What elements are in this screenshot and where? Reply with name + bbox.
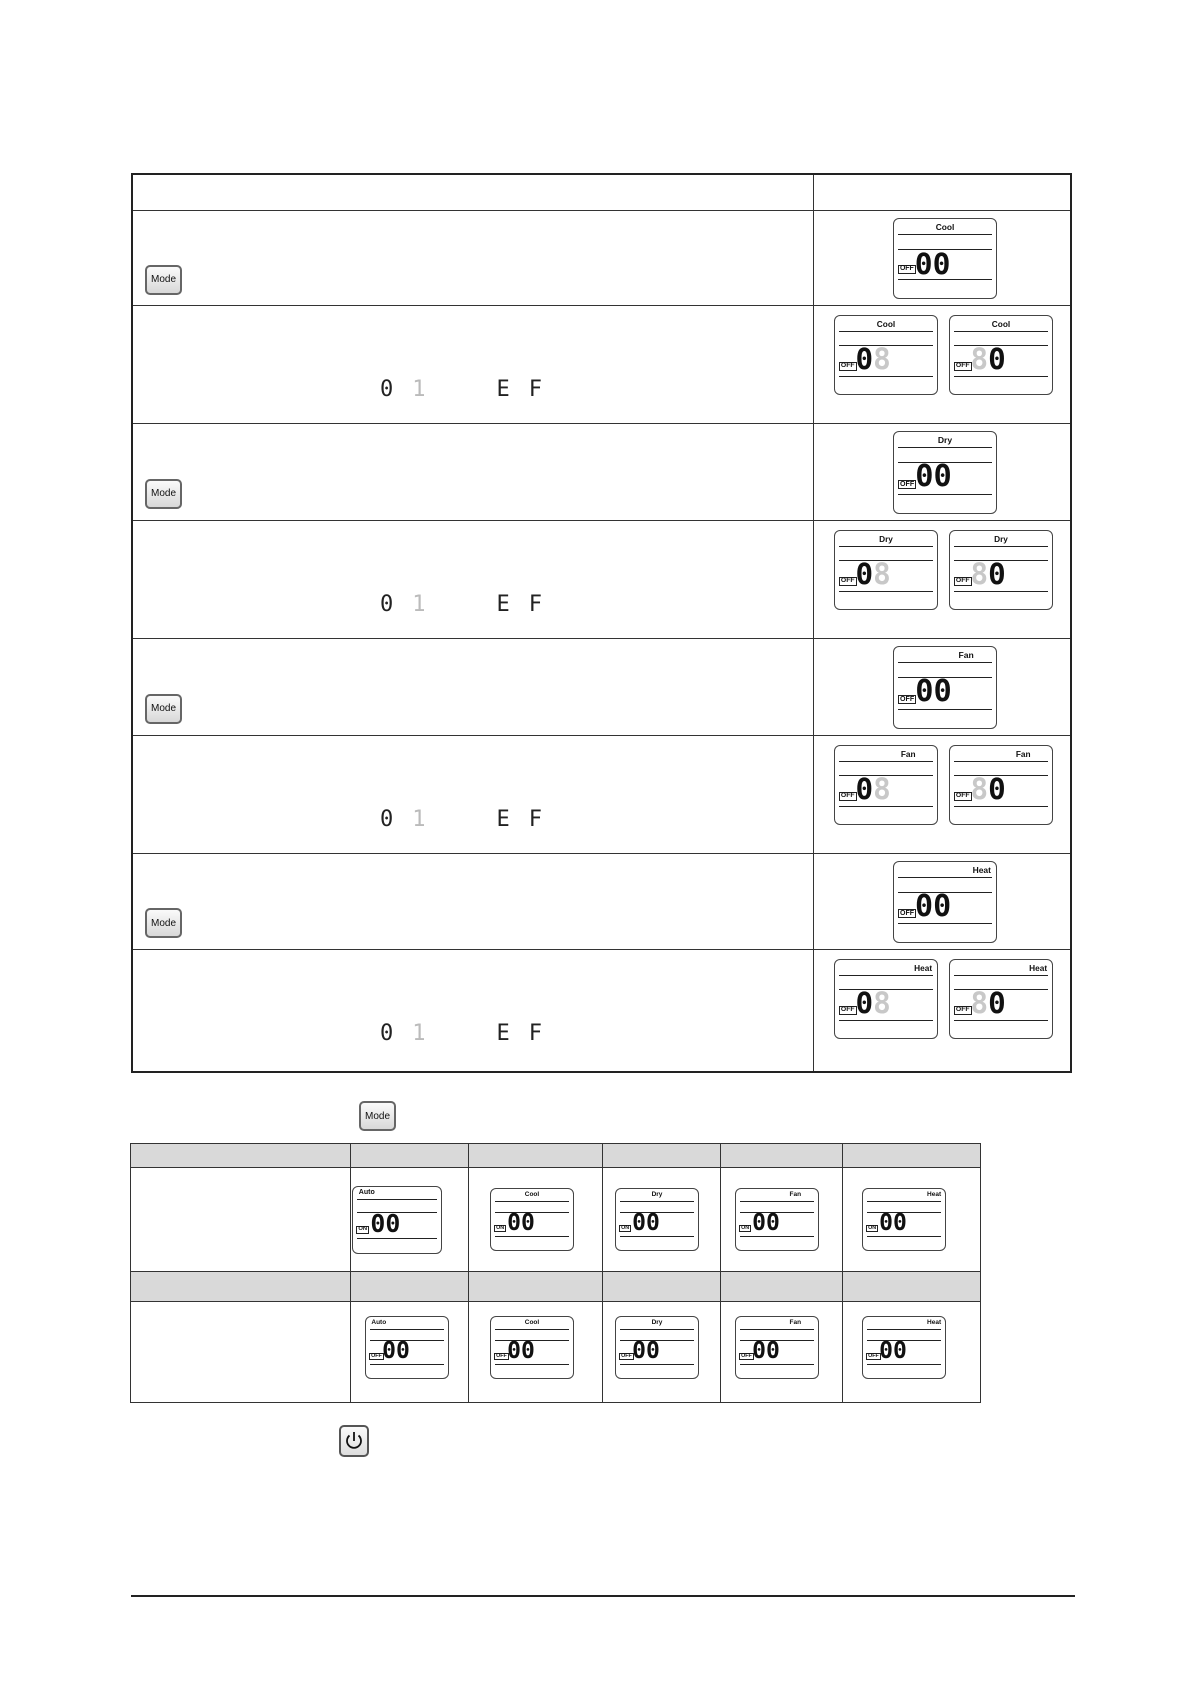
lcd-display: [834, 959, 938, 1039]
lcd-state-badge: OFF: [840, 791, 855, 799]
column-divider: [813, 175, 814, 1071]
lcd-digits: [970, 342, 1006, 377]
lcd-digit: 0: [893, 1210, 907, 1237]
lcd-state-badge: ON: [868, 1225, 877, 1232]
lcd-digits: [370, 1208, 401, 1238]
digit-sequence: [380, 1021, 542, 1046]
lcd-line: [839, 975, 933, 976]
lcd-line: [839, 546, 933, 547]
lcd-display: [615, 1188, 699, 1251]
lcd-digit: 8: [970, 557, 989, 592]
lcd-digit: 0: [752, 1210, 766, 1237]
lcd-line: [740, 1201, 814, 1202]
mode-button[interactable]: Mode: [359, 1101, 396, 1131]
lcd-state-badge: OFF: [899, 265, 914, 273]
lcd-digits: [970, 986, 1006, 1021]
row-divider: [133, 853, 1070, 854]
lcd-digits: [382, 1340, 410, 1363]
lcd-line: [954, 975, 1048, 976]
lcd-mode-label: Dry: [651, 1319, 663, 1327]
row-divider: [133, 735, 1070, 736]
digit-sequence: [380, 807, 542, 832]
lcd-state-badge: OFF: [840, 1005, 855, 1013]
lcd-mode-label: Cool: [935, 221, 955, 232]
lcd-digit: 0: [382, 1338, 396, 1365]
lcd-digits: [507, 1212, 535, 1235]
footer-rule: [131, 1595, 1075, 1597]
lcd-digits: [507, 1340, 535, 1363]
row-divider: [133, 638, 1070, 639]
lcd-display: [490, 1188, 574, 1251]
lcd-digit: 0: [988, 772, 1006, 807]
lcd-digit: 0: [933, 889, 952, 924]
lcd-line: [898, 447, 992, 448]
lcd-digit: 8: [873, 342, 891, 377]
lcd-state-badge: ON: [621, 1225, 630, 1232]
mode-button[interactable]: Mode: [145, 908, 182, 938]
lcd-state-badge: OFF: [496, 1353, 507, 1360]
lcd-digit: 8: [873, 986, 891, 1021]
lcd-mode-label: Cool: [524, 1191, 540, 1199]
lcd-mode-label: Fan: [958, 650, 974, 661]
lcd-line: [620, 1201, 694, 1202]
sequence-digit: 1: [412, 1021, 426, 1046]
sequence-digit: E: [496, 592, 510, 617]
lcd-digit: 0: [915, 674, 934, 710]
lcd-digits: [632, 1212, 660, 1235]
lcd-digits: [855, 772, 891, 807]
lcd-digits: [970, 772, 1006, 807]
lcd-state-badge: OFF: [840, 361, 855, 369]
lcd-digit: 0: [879, 1210, 893, 1237]
lcd-digit: 0: [855, 342, 874, 377]
lcd-state-badge: ON: [496, 1225, 505, 1232]
lcd-digit: 0: [855, 772, 874, 807]
lcd-mode-label: Heat: [927, 1319, 942, 1327]
lcd-display: [949, 959, 1053, 1039]
lcd-mode-label: Auto: [371, 1319, 387, 1327]
lcd-display: [949, 315, 1053, 395]
lcd-digit: 0: [915, 459, 934, 495]
lcd-digit: 0: [632, 1338, 646, 1365]
lcd-display: [862, 1188, 946, 1251]
lcd-line: [867, 1201, 941, 1202]
sequence-digit: 1: [412, 377, 426, 402]
lcd-display: [834, 530, 938, 610]
lcd-line: [954, 761, 1048, 762]
lcd-digits: [915, 889, 952, 924]
lcd-digits: [752, 1212, 780, 1235]
lcd-display: [893, 218, 997, 299]
lcd-digits: [879, 1340, 907, 1363]
lcd-digit: 8: [970, 342, 989, 377]
lcd-state-badge: OFF: [371, 1353, 382, 1360]
mode-button[interactable]: Mode: [145, 265, 182, 295]
digit-sequence: [380, 377, 542, 402]
lcd-digits: [914, 245, 951, 281]
lcd-digit: 0: [646, 1338, 660, 1365]
lcd-mode-label: Fan: [1015, 748, 1031, 759]
lcd-line: [370, 1329, 444, 1330]
lcd-digit: 0: [521, 1210, 535, 1237]
lcd-mode-label: Dry: [937, 435, 953, 446]
lcd-state-badge: OFF: [621, 1353, 632, 1360]
lcd-display: [949, 745, 1053, 825]
lcd-state-badge: OFF: [840, 576, 855, 584]
lcd-state-badge: OFF: [900, 694, 915, 703]
row-divider: [133, 949, 1070, 950]
power-button[interactable]: [339, 1425, 369, 1457]
lcd-state-badge: ON: [358, 1225, 368, 1232]
lcd-mode-label: Fan: [789, 1319, 802, 1327]
lcd-digit: 0: [752, 1338, 766, 1365]
sequence-digit: F: [528, 1021, 542, 1046]
sequence-digit: E: [496, 807, 510, 832]
header-divider: [133, 210, 1070, 211]
sequence-digit: F: [528, 592, 542, 617]
lcd-state-badge: OFF: [741, 1353, 752, 1360]
lcd-line: [839, 761, 933, 762]
lcd-digit: 0: [632, 1210, 646, 1237]
lcd-state-badge: OFF: [955, 791, 970, 799]
lcd-display: [893, 861, 997, 943]
lcd-digit: 0: [915, 889, 934, 924]
lcd-digit: 0: [646, 1210, 660, 1237]
lcd-digit: 0: [766, 1338, 780, 1365]
sequence-digit: E: [496, 377, 510, 402]
row-divider: [133, 423, 1070, 424]
header-row-shade: [130, 1143, 980, 1167]
lcd-mode-label: Fan: [900, 748, 916, 759]
lcd-mode-label: Fan: [789, 1191, 802, 1199]
lcd-digit: 0: [988, 986, 1006, 1021]
lcd-digits: [855, 557, 891, 592]
lcd-line: [898, 234, 992, 235]
header-row-shade: [130, 1271, 980, 1301]
lcd-digit: 0: [932, 245, 951, 281]
lcd-mode-label: Heat: [972, 865, 991, 875]
lcd-digit: 0: [879, 1338, 893, 1365]
lcd-mode-label: Dry: [994, 533, 1008, 544]
lcd-digit: 0: [766, 1210, 780, 1237]
lcd-state-badge: OFF: [900, 910, 914, 917]
lcd-line: [898, 662, 992, 663]
lcd-display: [490, 1316, 574, 1379]
lcd-display: [735, 1316, 819, 1379]
lcd-digit: 0: [855, 986, 874, 1021]
lcd-display: [834, 315, 938, 395]
lcd-digit: 0: [988, 342, 1006, 377]
lcd-line: [495, 1201, 569, 1202]
sequence-digit: 0: [380, 1021, 394, 1046]
lcd-line: [867, 1329, 941, 1330]
lcd-digit: 8: [970, 986, 989, 1021]
lcd-line: [954, 331, 1048, 332]
sequence-digit: E: [496, 1021, 510, 1046]
lcd-mode-label: Heat: [1029, 962, 1048, 973]
lcd-digits: [879, 1212, 907, 1235]
lcd-digits: [632, 1340, 660, 1363]
mode-button[interactable]: Mode: [145, 479, 182, 509]
lcd-display: [893, 646, 997, 729]
sequence-digit: 1: [412, 807, 426, 832]
lcd-mode-label: Dry: [651, 1191, 663, 1199]
lcd-digit: 0: [933, 459, 952, 495]
lcd-display: [834, 745, 938, 825]
lcd-digit: 0: [893, 1338, 907, 1365]
sequence-digit: 0: [380, 592, 394, 617]
lcd-state-badge: ON: [741, 1225, 750, 1232]
lcd-state-badge: OFF: [955, 361, 970, 369]
lcd-digit: 0: [521, 1338, 535, 1365]
lcd-digits: [915, 459, 952, 495]
lcd-mode-label: Cool: [524, 1319, 540, 1327]
lcd-line: [898, 877, 992, 878]
lcd-digit: 0: [914, 245, 933, 281]
lcd-digit: 0: [396, 1338, 410, 1365]
sequence-digit: F: [528, 807, 542, 832]
lcd-mode-label: Dry: [879, 533, 893, 544]
mode-button[interactable]: Mode: [145, 694, 182, 724]
row-divider: [133, 305, 1070, 306]
lcd-line: [954, 546, 1048, 547]
lcd-digit: 0: [988, 557, 1006, 592]
lcd-display: [365, 1316, 449, 1379]
lcd-line: [620, 1329, 694, 1330]
lcd-digit: 0: [933, 674, 952, 710]
sequence-digit: 0: [380, 377, 394, 402]
row-divider: [133, 520, 1070, 521]
lcd-digit: 0: [370, 1208, 386, 1238]
sequence-digit: 0: [380, 807, 394, 832]
lcd-line: [740, 1329, 814, 1330]
power-icon: [341, 1427, 367, 1455]
lcd-digit: 0: [507, 1338, 521, 1365]
lcd-state-badge: OFF: [955, 576, 970, 584]
lcd-digit: 0: [507, 1210, 521, 1237]
digit-sequence: [380, 592, 542, 617]
lcd-mode-label: Heat: [927, 1191, 942, 1199]
lcd-display: [893, 431, 997, 514]
lcd-digit: 8: [873, 772, 891, 807]
lcd-display: [352, 1186, 442, 1254]
lcd-display: [615, 1316, 699, 1379]
lcd-digit: 8: [970, 772, 989, 807]
lcd-mode-label: Auto: [358, 1189, 375, 1197]
sequence-digit: F: [528, 377, 542, 402]
lcd-mode-label: Cool: [876, 318, 896, 329]
lcd-display: [862, 1316, 946, 1379]
lcd-line: [495, 1329, 569, 1330]
lcd-state-badge: OFF: [868, 1353, 879, 1360]
lcd-mode-label: Cool: [991, 318, 1011, 329]
lcd-display: [949, 530, 1053, 610]
lcd-digit: 0: [855, 557, 874, 592]
lcd-line: [839, 331, 933, 332]
lcd-digits: [855, 986, 891, 1021]
lcd-display: [735, 1188, 819, 1251]
lcd-digits: [855, 342, 891, 377]
lcd-digits: [915, 674, 952, 710]
lcd-digit: 0: [385, 1208, 401, 1238]
lcd-line: [357, 1199, 437, 1200]
lcd-digits: [752, 1340, 780, 1363]
lcd-state-badge: OFF: [900, 479, 915, 488]
lcd-digits: [970, 557, 1006, 592]
sequence-digit: 1: [412, 592, 426, 617]
lcd-digit: 8: [873, 557, 891, 592]
lcd-mode-label: Heat: [914, 962, 933, 973]
lcd-state-badge: OFF: [955, 1005, 970, 1013]
